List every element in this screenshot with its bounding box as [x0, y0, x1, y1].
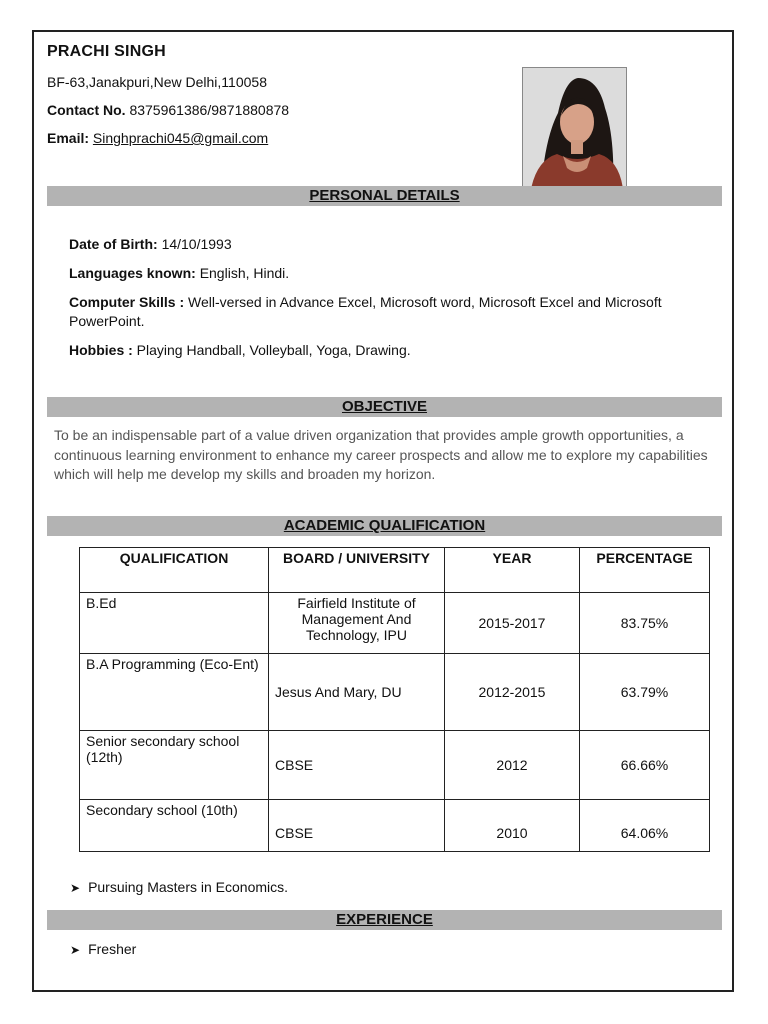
section-title: EXPERIENCE [336, 911, 433, 928]
column-header: QUALIFICATION [80, 548, 269, 593]
academic-note-text: Pursuing Masters in Economics. [88, 879, 289, 895]
languages-value: English, Hindi. [199, 265, 290, 281]
skills-label: Computer Skills : [69, 294, 185, 310]
board-cell: CBSE [269, 800, 445, 852]
dob-value: 14/10/1993 [161, 236, 232, 252]
column-header: YEAR [445, 548, 580, 593]
year-cell: 2012-2015 [445, 654, 580, 731]
qualification-cell: B.Ed [80, 593, 269, 654]
section-experience [47, 910, 722, 930]
contact-value: 8375961386/9871880878 [129, 102, 290, 118]
section-academic-qualification [47, 516, 722, 536]
section-title: PERSONAL DETAILS [309, 187, 460, 204]
percentage-cell: 63.79% [580, 654, 710, 731]
table-row [80, 654, 710, 731]
table-row [80, 593, 710, 654]
column-header: PERCENTAGE [580, 548, 710, 593]
candidate-name: PRACHI SINGH [47, 43, 166, 60]
email-line [47, 130, 268, 146]
column-header: BOARD / UNIVERSITY [269, 548, 445, 593]
board-cell: Jesus And Mary, DU [269, 654, 445, 731]
hobbies-label: Hobbies : [69, 342, 133, 358]
percentage-cell: 66.66% [580, 731, 710, 800]
languages-line [69, 264, 679, 283]
percentage-cell: 83.75% [580, 593, 710, 654]
board-cell: CBSE [269, 731, 445, 800]
percentage-cell: 64.06% [580, 800, 710, 852]
year-cell: 2010 [445, 800, 580, 852]
email-label: Email: [47, 130, 90, 146]
skills-value: Well-versed in Advance Excel, Microsoft word, Microsoft Excel and Microsoft PowerPoint. [69, 294, 662, 329]
board-cell: Fairfield Institute of Management And Technology, IPU [269, 593, 445, 654]
section-personal-details [47, 186, 722, 206]
contact-line [47, 102, 289, 118]
hobbies-value: Playing Handball, Volleyball, Yoga, Drawing. [136, 342, 411, 358]
section-title: ACADEMIC QUALIFICATION [283, 517, 486, 534]
table-row [80, 731, 710, 800]
arrow-bullet-icon: ➤ [70, 881, 81, 895]
qualification-cell: Senior secondary school (12th) [80, 731, 269, 800]
dob-line [69, 235, 679, 254]
qualification-cell: Secondary school (10th) [80, 800, 269, 852]
academic-table [79, 547, 710, 852]
experience-text: Fresher [88, 941, 137, 957]
year-cell: 2012 [445, 731, 580, 800]
languages-label: Languages known: [69, 265, 196, 281]
address: BF-63,Janakpuri,New Delhi,110058 [47, 74, 267, 90]
contact-label: Contact No. [47, 102, 126, 118]
section-objective [47, 397, 722, 417]
qualification-cell: B.A Programming (Eco-Ent) [80, 654, 269, 731]
email-link[interactable]: Singhprachi045@gmail.com [92, 130, 269, 146]
arrow-bullet-icon: ➤ [70, 943, 81, 957]
objective-text: To be an indispensable part of a value driven organization that provides ample growth opportunities, a continuous learning environment to enhance my career prospects and allow me to explore my capabilities which will help me develop my skills and broaden my horizon. [54, 427, 708, 482]
experience-item [70, 941, 136, 957]
table-row [80, 800, 710, 852]
section-title: OBJECTIVE [341, 398, 428, 415]
year-cell: 2015-2017 [445, 593, 580, 654]
dob-label: Date of Birth: [69, 236, 158, 252]
academic-note-item [70, 879, 288, 895]
table-header-row [80, 548, 710, 593]
hobbies-line [69, 341, 679, 360]
profile-photo [522, 67, 627, 188]
skills-line [69, 293, 679, 331]
